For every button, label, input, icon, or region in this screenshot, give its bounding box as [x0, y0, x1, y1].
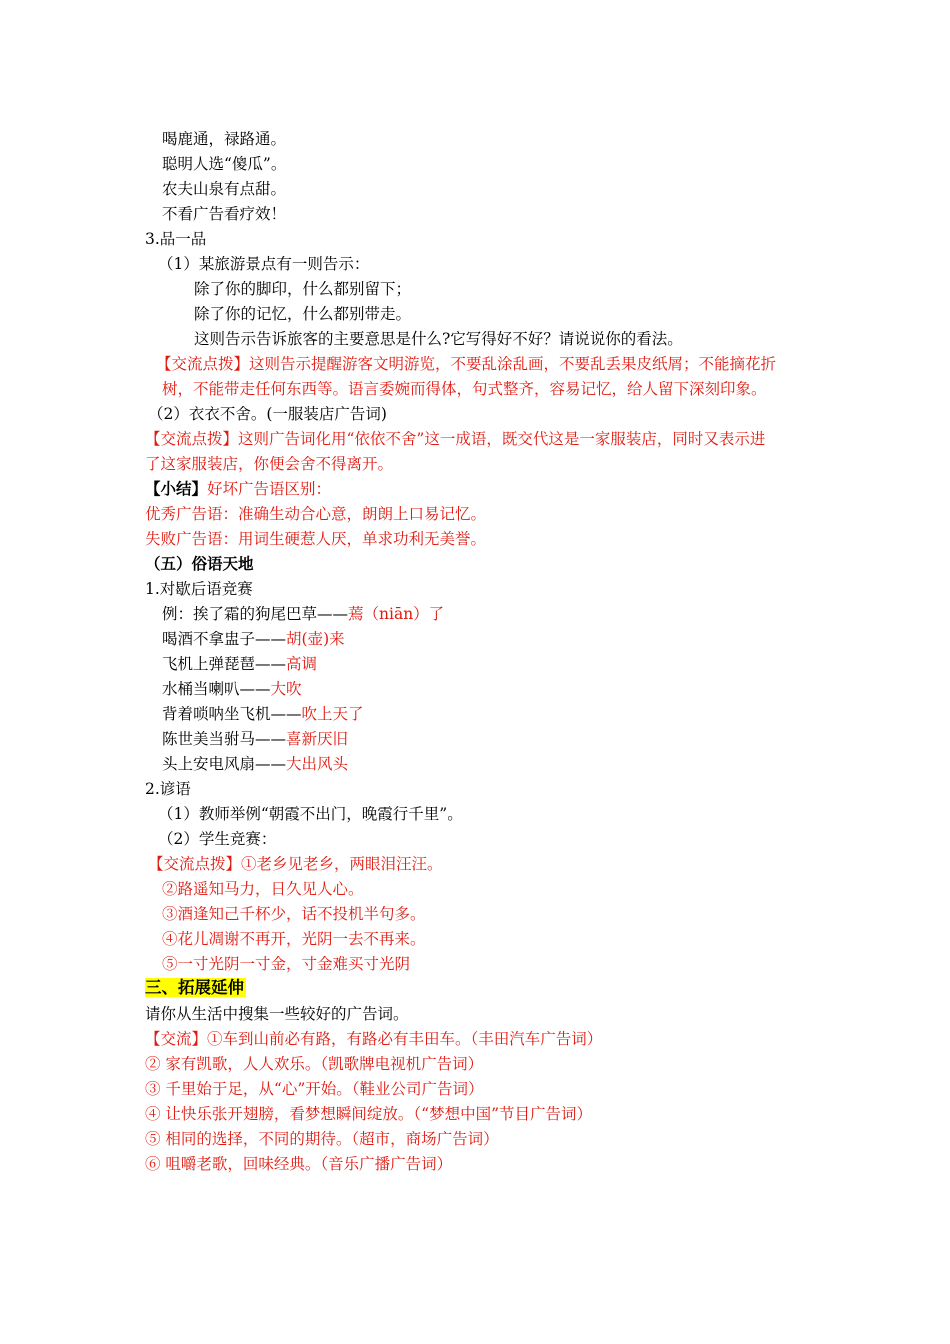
- xiehouyu-riddle: 飞机上弹琵琶——: [162, 655, 287, 673]
- discussion-note: 了这家服装店，你便会舍不得离开。: [145, 455, 394, 473]
- subsection-heading: （2）衣衣不舍。(一服装店广告词): [148, 405, 387, 423]
- xiehouyu-answer: 吹上天了: [301, 705, 364, 723]
- xiehouyu-item: [162, 754, 348, 774]
- xiehouyu-answer: 大吹: [270, 680, 302, 698]
- task-text: 请你从生活中搜集一些较好的广告词。: [145, 1005, 409, 1023]
- xiehouyu-item: [162, 704, 364, 724]
- ad-slogan-line: 聪明人选“傻瓜”。: [162, 155, 287, 173]
- xiehouyu-riddle: 头上安电风扇——: [162, 755, 287, 773]
- ad-example: 【交流】①车到山前必有路，有路必有丰田车。（丰田汽车广告词）: [145, 1030, 603, 1048]
- section-heading: （五）俗语天地: [145, 554, 254, 573]
- ad-example: ④ 让快乐张开翅膀，看梦想瞬间绽放。（“梦想中国”节目广告词）: [145, 1105, 593, 1123]
- xiehouyu-riddle: 例：挨了霜的狗尾巴草——: [162, 605, 349, 623]
- xiehouyu-item: [162, 679, 302, 699]
- xiehouyu-item: [162, 604, 444, 624]
- chapter-heading: [145, 978, 246, 998]
- ad-slogan-line: 农夫山泉有点甜。: [162, 180, 287, 198]
- subsection-heading: （2）学生竞赛：: [158, 830, 277, 848]
- summary-line: [145, 479, 331, 499]
- proverb-item: ④花儿凋谢不再开，光阴一去不再来。: [162, 930, 426, 948]
- xiehouyu-riddle: 喝酒不拿盅子——: [162, 630, 287, 648]
- xiehouyu-riddle: 背着唢呐坐飞机——: [162, 705, 302, 723]
- subsection-heading: （1）教师举例“朝霞不出门，晚霞行千里”。: [158, 805, 463, 823]
- subsection-heading: （1）某旅游景点有一则告示：: [158, 255, 370, 273]
- proverb-item: 【交流点拨】①老乡见老乡，两眼泪汪汪。: [148, 855, 443, 873]
- xiehouyu-item: [162, 654, 317, 674]
- discussion-note: 树，不能带走任何东西等。语言委婉而得体，句式整齐，容易记忆，给人留下深刻印象。: [162, 380, 767, 398]
- xiehouyu-riddle: 陈世美当驸马——: [162, 730, 287, 748]
- xiehouyu-item: [162, 629, 345, 649]
- summary-text: 好坏广告语区别：: [207, 480, 332, 498]
- xiehouyu-answer: 高调: [286, 655, 318, 673]
- xiehouyu-riddle: 水桶当喇叭——: [162, 680, 271, 698]
- section-heading: 2.谚语: [145, 780, 191, 798]
- ad-example: ③ 千里始于足，从“心”开始。（鞋业公司广告词）: [145, 1080, 484, 1098]
- xiehouyu-answer: 大出风头: [286, 755, 349, 773]
- ad-slogan-line: 不看广告看疗效！: [162, 205, 287, 223]
- section-heading: 1.对歇后语竞赛: [145, 580, 253, 598]
- xiehouyu-item: [162, 729, 348, 749]
- xiehouyu-answer: 蔫（niān）了: [348, 605, 445, 623]
- notice-line: 除了你的记忆，什么都别带走。: [194, 305, 412, 323]
- discussion-note: 【交流点拨】这则告示提醒游客文明游览，不要乱涂乱画，不要乱丢果皮纸屑；不能摘花折: [156, 355, 777, 373]
- summary-point: 失败广告语：用词生硬惹人厌，单求功利无美誉。: [145, 530, 487, 548]
- discussion-note: 【交流点拨】这则广告词化用“依依不舍”这一成语，既交代这是一家服装店，同时又表示进: [145, 430, 766, 448]
- proverb-item: ⑤一寸光阴一寸金，寸金难买寸光阴: [162, 955, 411, 973]
- xiehouyu-answer: 喜新厌旧: [286, 730, 349, 748]
- notice-line: 除了你的脚印，什么都别留下；: [194, 280, 412, 298]
- summary-point: 优秀广告语：准确生动合心意，朗朗上口易记忆。: [145, 505, 487, 523]
- ad-slogan-line: 喝鹿通，禄路通。: [162, 130, 287, 148]
- ad-example: ⑥ 咀嚼老歌，回味经典。（音乐广播广告词）: [145, 1155, 453, 1173]
- summary-label: 【小结】: [145, 479, 208, 498]
- question-text: 这则告示告诉旅客的主要意思是什么?它写得好不好？请说说你的看法。: [194, 330, 683, 348]
- proverb-item: ③酒逢知己千杯少，话不投机半句多。: [162, 905, 426, 923]
- section-heading: 3.品一品: [145, 230, 207, 248]
- chapter-heading-text: 三、拓展延伸: [145, 978, 244, 997]
- xiehouyu-answer: 胡(壶)来: [286, 630, 345, 648]
- proverb-item: ②路遥知马力，日久见人心。: [162, 880, 364, 898]
- ad-example: ⑤ 相同的选择，不同的期待。（超市，商场广告词）: [145, 1130, 499, 1148]
- ad-example: ② 家有凯歌，人人欢乐。（凯歌牌电视机广告词）: [145, 1055, 484, 1073]
